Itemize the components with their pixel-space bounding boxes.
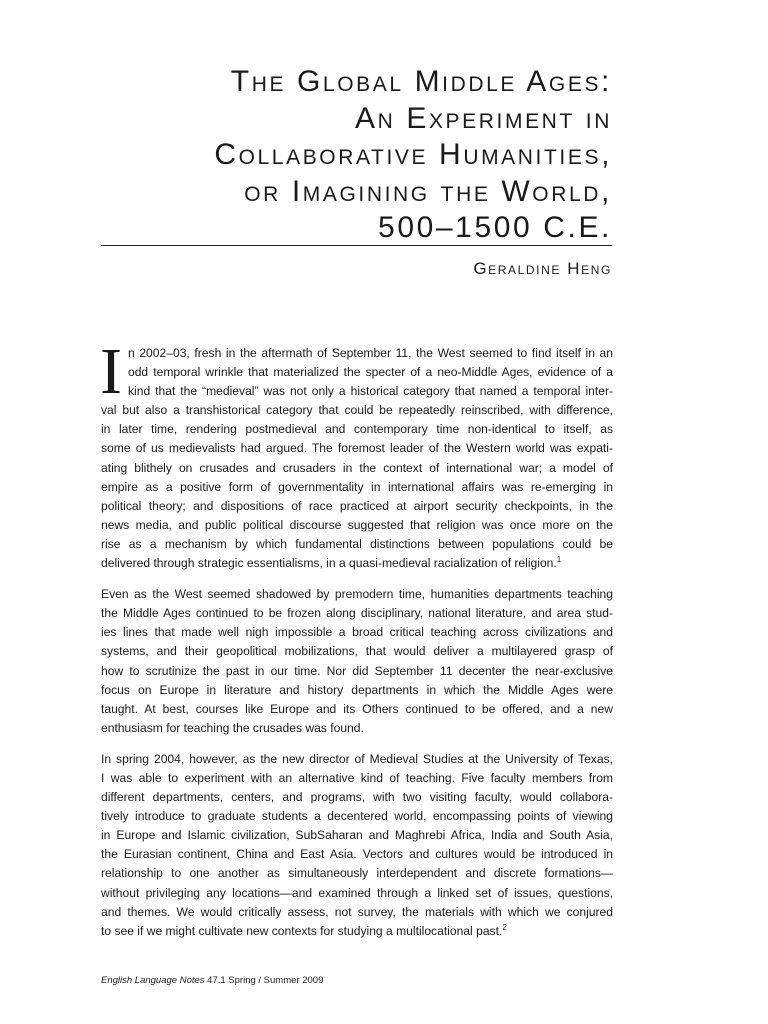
footnote-mark-2[interactable]: 2 (502, 922, 507, 932)
text-line: val but also a transhistorical category that could be repeatedly reinscribed, with difference, (101, 403, 613, 418)
footnote-mark-1[interactable]: 1 (556, 555, 562, 564)
title-line-2: An Experiment in (355, 101, 612, 135)
text-line: how to scrutinize the past in our time. Nor did September 11 decenter the near-exclusive (101, 663, 613, 678)
text-line: kind that the “medieval” was not only a historical category that named a temporal inter- (127, 384, 613, 399)
text-line: different departments, centers, and programs, with two visiting faculty, would collabora- (101, 790, 613, 805)
text-line (101, 922, 613, 941)
issue-info: 47.1 Spring / Summer 2009 (204, 975, 324, 986)
text-line: ating blithely on crusades and crusaders in the context of international war; a model of (101, 460, 613, 475)
text-line: relationship to one another as simultaneously interdependent and discrete formations— (101, 866, 613, 881)
text-line: In spring 2004, however, as the new director of Medieval Studies at the University of Texas, (101, 751, 613, 766)
text-line: rise as a mechanism by which fundamental distinctions between populations could be (101, 536, 613, 551)
text-line: and themes. We would critically assess, not survey, the materials with which we conjured (101, 904, 613, 919)
text-line: Even as the West seemed shadowed by premodern time, humanities departments teaching (101, 587, 613, 602)
text-line-content: to see if we might cultivate new contexts for studying a multilocational past. (101, 923, 503, 938)
article-body (100, 335, 613, 953)
paragraph-2 (101, 585, 613, 738)
text-line: news media, and public political discourse suggested that religion was once more on the (101, 517, 613, 532)
text-line: taught. At best, courses like Europe and its Others continued to be offered, and a new (101, 701, 613, 716)
text-line-content: delivered through strategic essentialisms, in a quasi-medieval racialization of religion. (101, 556, 557, 571)
text-line: tively introduce to graduate students a decentered world, encompassing points of viewing (101, 809, 613, 824)
title-divider (101, 245, 612, 246)
author-name: Geraldine Heng (473, 259, 612, 278)
text-line: the Middle Ages continued to be frozen along disciplinary, national literature, and area stud- (101, 606, 613, 621)
text-line: enthusiasm for teaching the crusades was found. (101, 720, 364, 735)
journal-name: English Language Notes (101, 975, 205, 986)
text-line: I was able to experiment with an alternative kind of teaching. Five faculty members from (101, 770, 613, 785)
paragraph-1 (100, 335, 613, 573)
text-line: ies lines that made well nigh impossible a broad critical teaching across civilizations and (101, 625, 613, 640)
text-line: some of us medievalists had argued. The foremost leader of the Western world was expati- (101, 441, 613, 456)
text-line: political theory; and dispositions of race practiced at airport security checkpoints, in the (101, 498, 613, 513)
title-line-3: Collaborative Humanities, (214, 138, 612, 171)
text-line: empire as a positive form of governmentality in international affairs was re-emerging in (101, 479, 613, 494)
drop-cap: I (100, 335, 122, 408)
title-line-5: 500–1500 C.E. (378, 211, 612, 244)
title-line-1: The Global Middle Ages: (230, 65, 612, 98)
text-line (101, 554, 613, 573)
text-line: odd temporal wrinkle that materialized the specter of a neo-Middle Ages, evidence of a (127, 365, 613, 380)
text-line: the Eurasian continent, China and East Asia. Vectors and cultures would be introduced in (101, 847, 613, 862)
text-line: focus on Europe in literature and history departments in which the Middle Ages were (101, 682, 613, 697)
text-line: systems, and their geopolitical mobilizations, that would deliver a multilayered grasp of (101, 644, 613, 659)
title-line-4: or Imagining the World, (244, 174, 612, 208)
paragraph-3 (101, 750, 613, 941)
article-title (92, 64, 612, 247)
text-line: in Europe and Islamic civilization, SubSaharan and Maghrebi Africa, India and South Asia, (101, 828, 613, 843)
text-line: without privileging any locations—and examined through a linked set of issues, questions, (101, 885, 613, 900)
page-footer (101, 975, 323, 986)
text-line: n 2002–03, fresh in the aftermath of September 11, the West seemed to find itself in an (127, 346, 613, 360)
text-line: in later time, rendering postmedieval and contemporary time non-identical to itself, as (101, 422, 613, 437)
